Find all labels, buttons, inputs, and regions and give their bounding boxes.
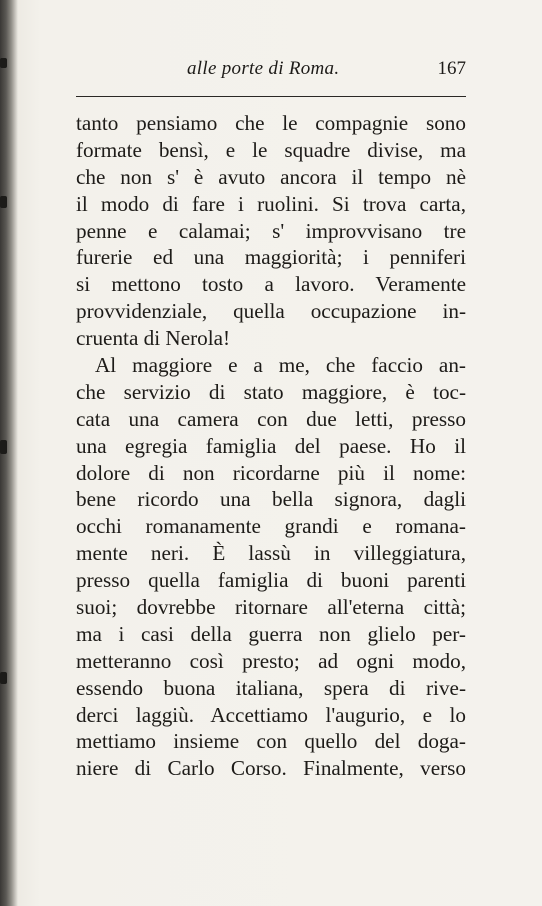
text-line: che servizio di stato maggiore, è toc- <box>76 379 466 404</box>
text-line: metteranno così presto; ad ogni modo, <box>76 648 466 673</box>
binding-mark <box>0 58 7 68</box>
text-line: niere di Carlo Corso. Finalmente, verso <box>76 756 466 781</box>
text-line: una egregia famiglia del paese. Ho il <box>76 433 466 458</box>
text-line: Al maggiore e a me, che faccio an- <box>95 353 466 378</box>
paragraph <box>76 352 466 782</box>
text-line: essendo buona italiana, spera di rive- <box>76 675 466 700</box>
text-line: dolore di non ricordarne più il nome: <box>76 460 466 485</box>
text-line: formate bensì, e le squadre divise, ma <box>76 137 466 162</box>
text-line: cata una camera con due letti, presso <box>76 406 466 431</box>
text-line: provvidenziale, quella occupazione in- <box>76 299 466 324</box>
text-line: presso quella famiglia di buoni parenti <box>76 568 466 593</box>
body-text <box>76 110 466 782</box>
text-line: bene ricordo una bella signora, dagli <box>76 487 466 512</box>
binding-mark <box>0 196 7 208</box>
paragraph <box>76 110 466 352</box>
text-line: furerie ed una maggiorità; i penniferi <box>76 245 466 270</box>
text-line: cruenta di Nerola! <box>76 326 231 351</box>
text-line: mente neri. È lassù in villeggiatura, <box>76 541 466 566</box>
text-line: ma i casi della guerra non glielo per- <box>76 621 466 646</box>
text-line: derci laggiù. Accettiamo l'augurio, e lo <box>76 702 466 727</box>
text-line: mettiamo insieme con quello del doga- <box>76 729 466 754</box>
running-header <box>76 58 468 86</box>
text-line: il modo di fare i ruolini. Si trova carta, <box>76 191 466 216</box>
header-rule <box>76 96 466 97</box>
text-line: penne e calamai; s' improvvisano tre <box>76 218 466 243</box>
text-line: si mettono tosto a lavoro. Veramente <box>76 272 466 297</box>
text-line: tanto pensiamo che le compagnie sono <box>76 111 466 135</box>
text-line: suoi; dovrebbe ritornare all'eterna città; <box>76 595 466 620</box>
binding-mark <box>0 440 7 454</box>
running-title: alle porte di Roma. <box>187 58 340 79</box>
text-line: occhi romanamente grandi e romana- <box>76 514 466 539</box>
binding-mark <box>0 672 7 684</box>
page-number: 167 <box>437 58 466 79</box>
text-line: che non s' è avuto ancora il tempo nè <box>76 164 466 189</box>
